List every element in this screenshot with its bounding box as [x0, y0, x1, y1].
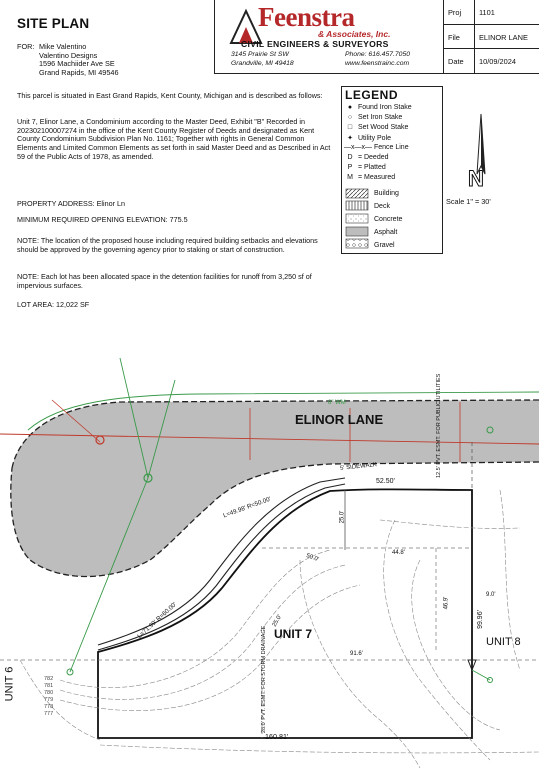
sidewalk-label: 5' SIDEWALK [339, 462, 378, 472]
easement-utilities: 12.5' PVT. ESMT. FOR PUBLIC UTILITIES [436, 373, 442, 478]
north-label: N [468, 166, 484, 191]
legend-item: ✦ Utility Pole [347, 135, 392, 142]
dim-curve1: L=49.98' R=50.00' [222, 495, 272, 520]
legend-hatch-label: Gravel [374, 242, 395, 249]
legend-hatch-swatches [345, 188, 371, 250]
company-name: Feenstra [258, 2, 355, 32]
property-address: PROPERTY ADDRESS: Elinor Ln [17, 199, 125, 208]
company-subtitle: & Associates, Inc. [318, 29, 391, 39]
company-address1: 3145 Prairie St SW [231, 51, 289, 58]
legend-hatch-label: Building [374, 190, 399, 197]
dim-99-96: 99.96' [476, 610, 484, 629]
min-elevation: MINIMUM REQUIRED OPENING ELEVATION: 775.5 [17, 215, 188, 224]
lot-area: LOT AREA: 12,022 SF [17, 300, 90, 309]
legend-hatch-label: Asphalt [374, 229, 398, 236]
legend-item: M = Measured [347, 174, 396, 181]
dim-25b: 25.0' [271, 613, 284, 629]
client-line: Mike Valentino [39, 42, 87, 51]
legal-description: Unit 7, Elinor Lane, a Condominium according to the Master Deed, Exhibit "B" Recorded in 202302100007274 in the office of the Kent County Register of Deeds and designated as Kent County Condominium Subdivision Plan No. 1161; Together with rights in General Common Elements and Limited Common Elements as set forth in said Master Deed and as Described in Act 59 of the Public Acts of 1978, as amended. [17, 117, 331, 161]
info-row-file: File ELINOR LANE [443, 24, 539, 49]
legend-item: □ Set Wood Stake [347, 124, 409, 131]
water-main-label: 8" WM [328, 400, 346, 406]
legend-hatch-label: Concrete [374, 216, 403, 223]
dim-50: 50.0' [305, 552, 320, 564]
company-website: www.feenstrainc.com [345, 60, 410, 67]
client-line: Valentino Designs [39, 50, 98, 60]
for-label: FOR: [17, 42, 35, 51]
legend-item: P = Platted [347, 164, 386, 171]
legend-item: —x—x— Fence Line [344, 144, 409, 151]
legend-title: LEGEND [345, 88, 399, 102]
project-info-box [443, 0, 539, 74]
unit7-label: UNIT 7 [274, 627, 313, 641]
info-row-date: Date 10/09/2024 [443, 48, 539, 73]
unit6-label: UNIT 6 [3, 666, 16, 702]
dim-91-6: 91.6' [350, 651, 363, 657]
legend-item: ○ Set Iron Stake [347, 114, 403, 121]
note-2: NOTE: Each lot has been allocated space in the detention facilities for runoff from 3,250 sf of impervious surfaces. [17, 272, 312, 290]
legend-hatch-label: Deck [374, 203, 390, 210]
page-title: SITE PLAN [17, 16, 90, 31]
unit8-label: UNIT 8 [486, 636, 521, 648]
client-block [17, 43, 119, 77]
dim-bottom: 160.81' [265, 732, 289, 741]
road-name: ELINOR LANE [295, 412, 384, 427]
dim-46-9: 46.9' [443, 596, 450, 610]
description-intro: This parcel is situated in East Grand Rapids, Kent County, Michigan and is described as follows: [17, 91, 323, 100]
dim-9: 9.0' [486, 592, 496, 598]
site-plan-drawing [0, 350, 539, 768]
dim-25: 25.0' [339, 510, 346, 524]
legend-item: D = Deeded [347, 154, 389, 161]
note-1: NOTE: The location of the proposed house including required building setbacks and elevations should be approved by the governing agency prior to staking or start of construction. [17, 236, 318, 254]
scale-label: Scale 1" = 30' [446, 197, 491, 206]
easement-drainage: 28.0' PVT. ESMT. FOR STORM DRAINAGE [261, 625, 267, 733]
client-line: Grand Rapids, MI 49546 [39, 67, 119, 77]
legend-item: ● Found Iron Stake [347, 104, 412, 111]
client-line: 1596 Machiider Ave SE [39, 59, 115, 69]
dim-44-8: 44.8' [392, 550, 405, 556]
dim-top: 52.50' [376, 478, 395, 485]
info-row-proj: Proj 1101 [443, 0, 539, 24]
company-address2: Grandville, MI 49418 [231, 60, 294, 67]
dim-curve2: L=71.99' R=60.00' [136, 601, 179, 640]
company-tagline: CIVIL ENGINEERS & SURVEYORS [241, 39, 389, 49]
contour-labels: 782 781 780 779 778 777 [44, 676, 54, 717]
company-phone: Phone: 616.457.7050 [345, 51, 411, 58]
